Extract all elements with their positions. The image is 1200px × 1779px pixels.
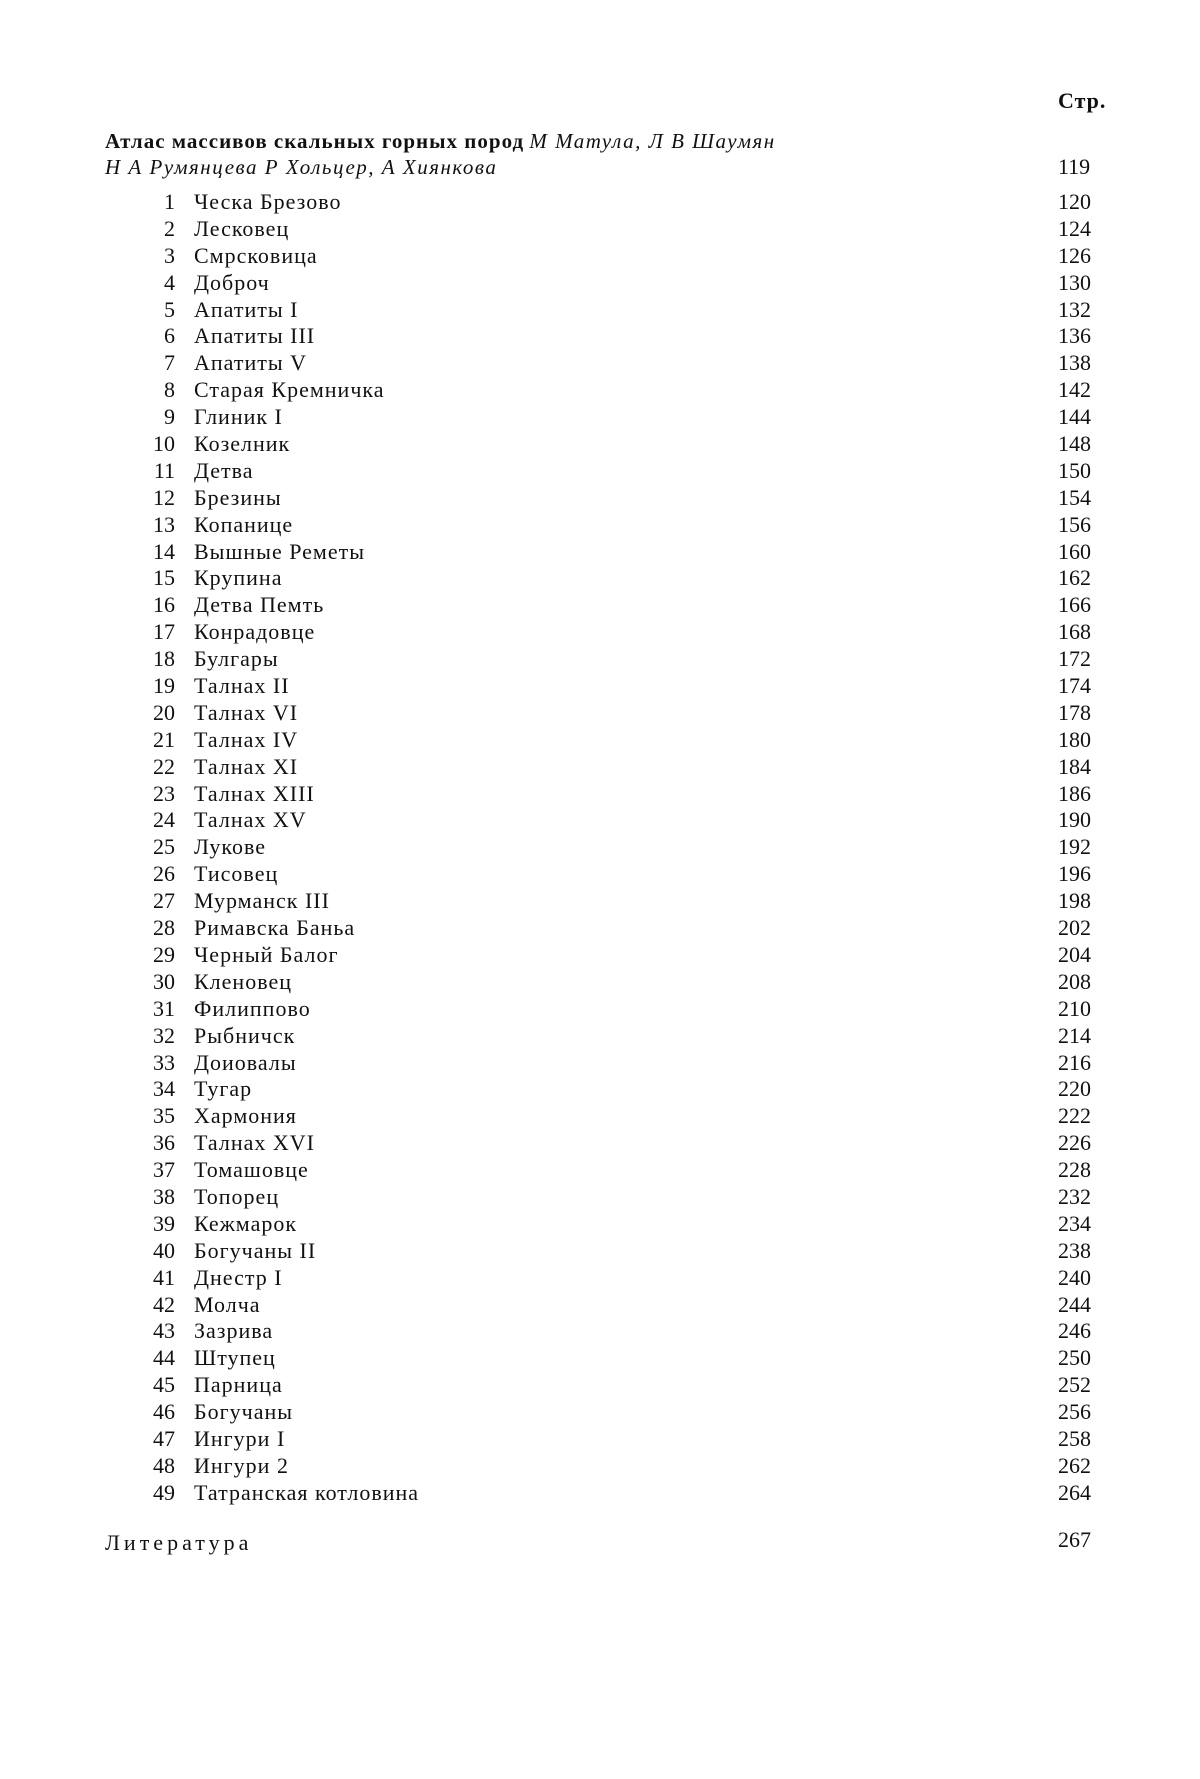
toc-entry — [0, 727, 1200, 754]
entry-page-number: 220 — [1058, 1076, 1091, 1102]
entry-name: Лесковец — [194, 215, 290, 241]
entry-name: Черный Балог — [194, 941, 339, 967]
entry-number: 43 — [153, 1318, 175, 1344]
toc-entry — [0, 1184, 1200, 1211]
entry-name: Апатиты I — [194, 296, 299, 322]
toc-entry — [0, 754, 1200, 781]
entry-page-number: 202 — [1058, 915, 1091, 941]
entry-number: 15 — [153, 565, 175, 591]
entry-number: 8 — [164, 377, 175, 403]
page-column-header: Стр. — [1058, 88, 1107, 113]
toc-entry — [0, 1050, 1200, 1077]
entry-name: Штупец — [194, 1345, 276, 1371]
toc-entry — [0, 539, 1200, 566]
toc-entry — [0, 565, 1200, 592]
entry-name: Апатиты V — [194, 350, 308, 376]
entry-name: Римавска Баньа — [194, 915, 356, 941]
toc-entry-list — [0, 189, 1200, 1507]
entry-number: 14 — [153, 538, 175, 564]
entry-number: 37 — [153, 1157, 175, 1183]
entry-page-number: 126 — [1058, 242, 1091, 268]
entry-number: 2 — [164, 215, 175, 241]
entry-name: Смрсковица — [194, 242, 318, 268]
toc-entry — [0, 1292, 1200, 1319]
entry-name: Молча — [194, 1291, 261, 1317]
toc-entry — [0, 781, 1200, 808]
entry-number: 44 — [153, 1345, 175, 1371]
entry-name: Талнах XV — [194, 807, 307, 833]
entry-number: 22 — [153, 753, 175, 779]
toc-entry — [0, 1238, 1200, 1265]
toc-entry — [0, 619, 1200, 646]
entry-number: 39 — [153, 1210, 175, 1236]
entry-page-number: 262 — [1058, 1452, 1091, 1478]
entry-page-number: 142 — [1058, 377, 1091, 403]
entry-page-number: 246 — [1058, 1318, 1091, 1344]
entry-number: 6 — [164, 323, 175, 349]
entry-number: 29 — [153, 941, 175, 967]
entry-page-number: 154 — [1058, 484, 1091, 510]
entry-page-number: 144 — [1058, 404, 1091, 430]
entry-name: Ингури 2 — [194, 1452, 289, 1478]
toc-entry — [0, 1103, 1200, 1130]
toc-entry — [0, 458, 1200, 485]
entry-page-number: 168 — [1058, 619, 1091, 645]
toc-entry — [0, 485, 1200, 512]
toc-entry — [0, 216, 1200, 243]
toc-entry — [0, 673, 1200, 700]
entry-number: 41 — [153, 1264, 175, 1290]
toc-entry — [0, 243, 1200, 270]
toc-entry — [0, 1265, 1200, 1292]
entry-page-number: 156 — [1058, 511, 1091, 537]
entry-number: 36 — [153, 1130, 175, 1156]
literature-label: Литература — [105, 1530, 253, 1555]
toc-entry — [0, 1345, 1200, 1372]
entry-page-number: 232 — [1058, 1183, 1091, 1209]
entry-number: 16 — [153, 592, 175, 618]
entry-number: 5 — [164, 296, 175, 322]
entry-number: 40 — [153, 1237, 175, 1263]
entry-page-number: 208 — [1058, 968, 1091, 994]
entry-name: Зазрива — [194, 1318, 274, 1344]
entry-number: 17 — [153, 619, 175, 645]
entry-page-number: 184 — [1058, 753, 1091, 779]
entry-number: 3 — [164, 242, 175, 268]
entry-page-number: 256 — [1058, 1399, 1091, 1425]
section-heading — [105, 128, 1025, 180]
entry-page-number: 190 — [1058, 807, 1091, 833]
entry-number: 24 — [153, 807, 175, 833]
entry-number: 20 — [153, 699, 175, 725]
entry-number: 4 — [164, 269, 175, 295]
entry-name: Богучаны — [194, 1399, 294, 1425]
entry-name: Рыбничск — [194, 1022, 296, 1048]
entry-page-number: 198 — [1058, 888, 1091, 914]
entry-number: 34 — [153, 1076, 175, 1102]
toc-entry — [0, 1023, 1200, 1050]
toc-entry — [0, 700, 1200, 727]
entry-page-number: 192 — [1058, 834, 1091, 860]
entry-number: 38 — [153, 1183, 175, 1209]
entry-page-number: 130 — [1058, 269, 1091, 295]
entry-name: Талнах XIII — [194, 780, 315, 806]
entry-page-number: 172 — [1058, 646, 1091, 672]
entry-page-number: 186 — [1058, 780, 1091, 806]
entry-name: Булгары — [194, 646, 279, 672]
toc-entry — [0, 270, 1200, 297]
toc-entry — [0, 189, 1200, 216]
entry-number: 12 — [153, 484, 175, 510]
toc-entry — [0, 404, 1200, 431]
entry-number: 13 — [153, 511, 175, 537]
toc-entry — [0, 915, 1200, 942]
entry-name: Филиппово — [194, 995, 311, 1021]
toc-entry — [0, 1453, 1200, 1480]
toc-entry — [0, 1480, 1200, 1507]
entry-name: Талнах II — [194, 673, 290, 699]
entry-name: Тугар — [194, 1076, 253, 1102]
section-title: Атлас массивов скальных горных пород — [105, 129, 525, 153]
entry-number: 48 — [153, 1452, 175, 1478]
entry-number: 7 — [164, 350, 175, 376]
entry-page-number: 136 — [1058, 323, 1091, 349]
toc-entry — [0, 996, 1200, 1023]
entry-number: 33 — [153, 1049, 175, 1075]
toc-entry — [0, 592, 1200, 619]
entry-page-number: 162 — [1058, 565, 1091, 591]
entry-number: 1 — [164, 189, 175, 214]
section-authors-line2: Н А Румянцева Р Хольцер, А Хиянкова — [105, 155, 498, 179]
entry-name: Талнах IV — [194, 726, 299, 752]
entry-name: Козелник — [194, 431, 291, 457]
entry-name: Топорец — [194, 1183, 280, 1209]
entry-page-number: 204 — [1058, 941, 1091, 967]
entry-page-number: 228 — [1058, 1157, 1091, 1183]
entry-page-number: 138 — [1058, 350, 1091, 376]
entry-page-number: 196 — [1058, 861, 1091, 887]
entry-number: 32 — [153, 1022, 175, 1048]
entry-page-number: 178 — [1058, 699, 1091, 725]
entry-name: Талнах VI — [194, 699, 299, 725]
entry-number: 19 — [153, 673, 175, 699]
entry-number: 28 — [153, 915, 175, 941]
toc-entry — [0, 1211, 1200, 1238]
entry-page-number: 132 — [1058, 296, 1091, 322]
toc-entry — [0, 807, 1200, 834]
toc-entry — [0, 323, 1200, 350]
entry-page-number: 234 — [1058, 1210, 1091, 1236]
entry-number: 31 — [153, 995, 175, 1021]
entry-page-number: 120 — [1058, 189, 1091, 214]
entry-number: 9 — [164, 404, 175, 430]
entry-name: Тисовец — [194, 861, 279, 887]
entry-name: Крупина — [194, 565, 283, 591]
entry-page-number: 222 — [1058, 1103, 1091, 1129]
entry-name: Лукове — [194, 834, 266, 860]
entry-page-number: 258 — [1058, 1425, 1091, 1451]
entry-name: Копанице — [194, 511, 294, 537]
entry-name: Конрадовце — [194, 619, 316, 645]
entry-name: Вышные Реметы — [194, 538, 366, 564]
entry-name: Кленовец — [194, 968, 292, 994]
entry-page-number: 180 — [1058, 726, 1091, 752]
toc-entry — [0, 350, 1200, 377]
entry-number: 21 — [153, 726, 175, 752]
entry-number: 18 — [153, 646, 175, 672]
toc-entry — [0, 512, 1200, 539]
toc-entry — [0, 1426, 1200, 1453]
entry-number: 46 — [153, 1399, 175, 1425]
entry-name: Ческа Брезово — [194, 189, 342, 214]
entry-page-number: 252 — [1058, 1372, 1091, 1398]
toc-entry — [0, 297, 1200, 324]
toc-entry — [0, 377, 1200, 404]
entry-name: Доброч — [194, 269, 270, 295]
toc-entry — [0, 1076, 1200, 1103]
entry-page-number: 124 — [1058, 215, 1091, 241]
entry-page-number: 226 — [1058, 1130, 1091, 1156]
entry-page-number: 148 — [1058, 431, 1091, 457]
entry-number: 47 — [153, 1425, 175, 1451]
entry-number: 25 — [153, 834, 175, 860]
entry-name: Талнах XI — [194, 753, 299, 779]
entry-page-number: 150 — [1058, 457, 1091, 483]
entry-page-number: 174 — [1058, 673, 1091, 699]
toc-entry — [0, 861, 1200, 888]
entry-name: Доиовалы — [194, 1049, 297, 1075]
entry-name: Ингури I — [194, 1425, 286, 1451]
entry-number: 11 — [153, 457, 175, 483]
entry-page-number: 250 — [1058, 1345, 1091, 1371]
entry-number: 45 — [153, 1372, 175, 1398]
entry-name: Богучаны II — [194, 1237, 317, 1263]
entry-name: Талнах XVI — [194, 1130, 315, 1156]
entry-name: Днестр I — [194, 1264, 283, 1290]
entry-page-number: 238 — [1058, 1237, 1091, 1263]
entry-name: Детва — [194, 457, 254, 483]
entry-number: 10 — [153, 431, 175, 457]
entry-number: 26 — [153, 861, 175, 887]
entry-page-number: 216 — [1058, 1049, 1091, 1075]
toc-entry — [0, 1318, 1200, 1345]
entry-page-number: 244 — [1058, 1291, 1091, 1317]
entry-name: Хармония — [194, 1103, 297, 1129]
entry-name: Брезины — [194, 484, 282, 510]
entry-number: 30 — [153, 968, 175, 994]
section-authors-line1: М Матула, Л В Шаумян — [529, 129, 776, 153]
entry-name: Кежмарок — [194, 1210, 298, 1236]
entry-name: Татранская котловина — [194, 1479, 420, 1505]
entry-name: Детва Пемть — [194, 592, 325, 618]
toc-entry — [0, 646, 1200, 673]
entry-number: 35 — [153, 1103, 175, 1129]
entry-number: 27 — [153, 888, 175, 914]
entry-name: Парница — [194, 1372, 283, 1398]
entry-name: Апатиты III — [194, 323, 316, 349]
entry-name: Глиник I — [194, 404, 283, 430]
literature-page-number: 267 — [1058, 1527, 1091, 1552]
entry-number: 49 — [153, 1479, 175, 1505]
section-page-number: 119 — [1058, 154, 1091, 179]
entry-page-number: 166 — [1058, 592, 1091, 618]
toc-entry — [0, 1157, 1200, 1184]
entry-page-number: 214 — [1058, 1022, 1091, 1048]
toc-entry — [0, 888, 1200, 915]
entry-page-number: 264 — [1058, 1479, 1091, 1505]
entry-page-number: 210 — [1058, 995, 1091, 1021]
toc-entry — [0, 431, 1200, 458]
toc-entry — [0, 1399, 1200, 1426]
entry-page-number: 240 — [1058, 1264, 1091, 1290]
toc-entry — [0, 969, 1200, 996]
entry-name: Мурманск III — [194, 888, 330, 914]
entry-name: Томашовце — [194, 1157, 309, 1183]
entry-number: 42 — [153, 1291, 175, 1317]
entry-number: 23 — [153, 780, 175, 806]
toc-entry — [0, 1130, 1200, 1157]
entry-page-number: 160 — [1058, 538, 1091, 564]
toc-entry — [0, 834, 1200, 861]
toc-entry — [0, 1372, 1200, 1399]
toc-entry — [0, 942, 1200, 969]
entry-name: Старая Кремничка — [194, 377, 385, 403]
